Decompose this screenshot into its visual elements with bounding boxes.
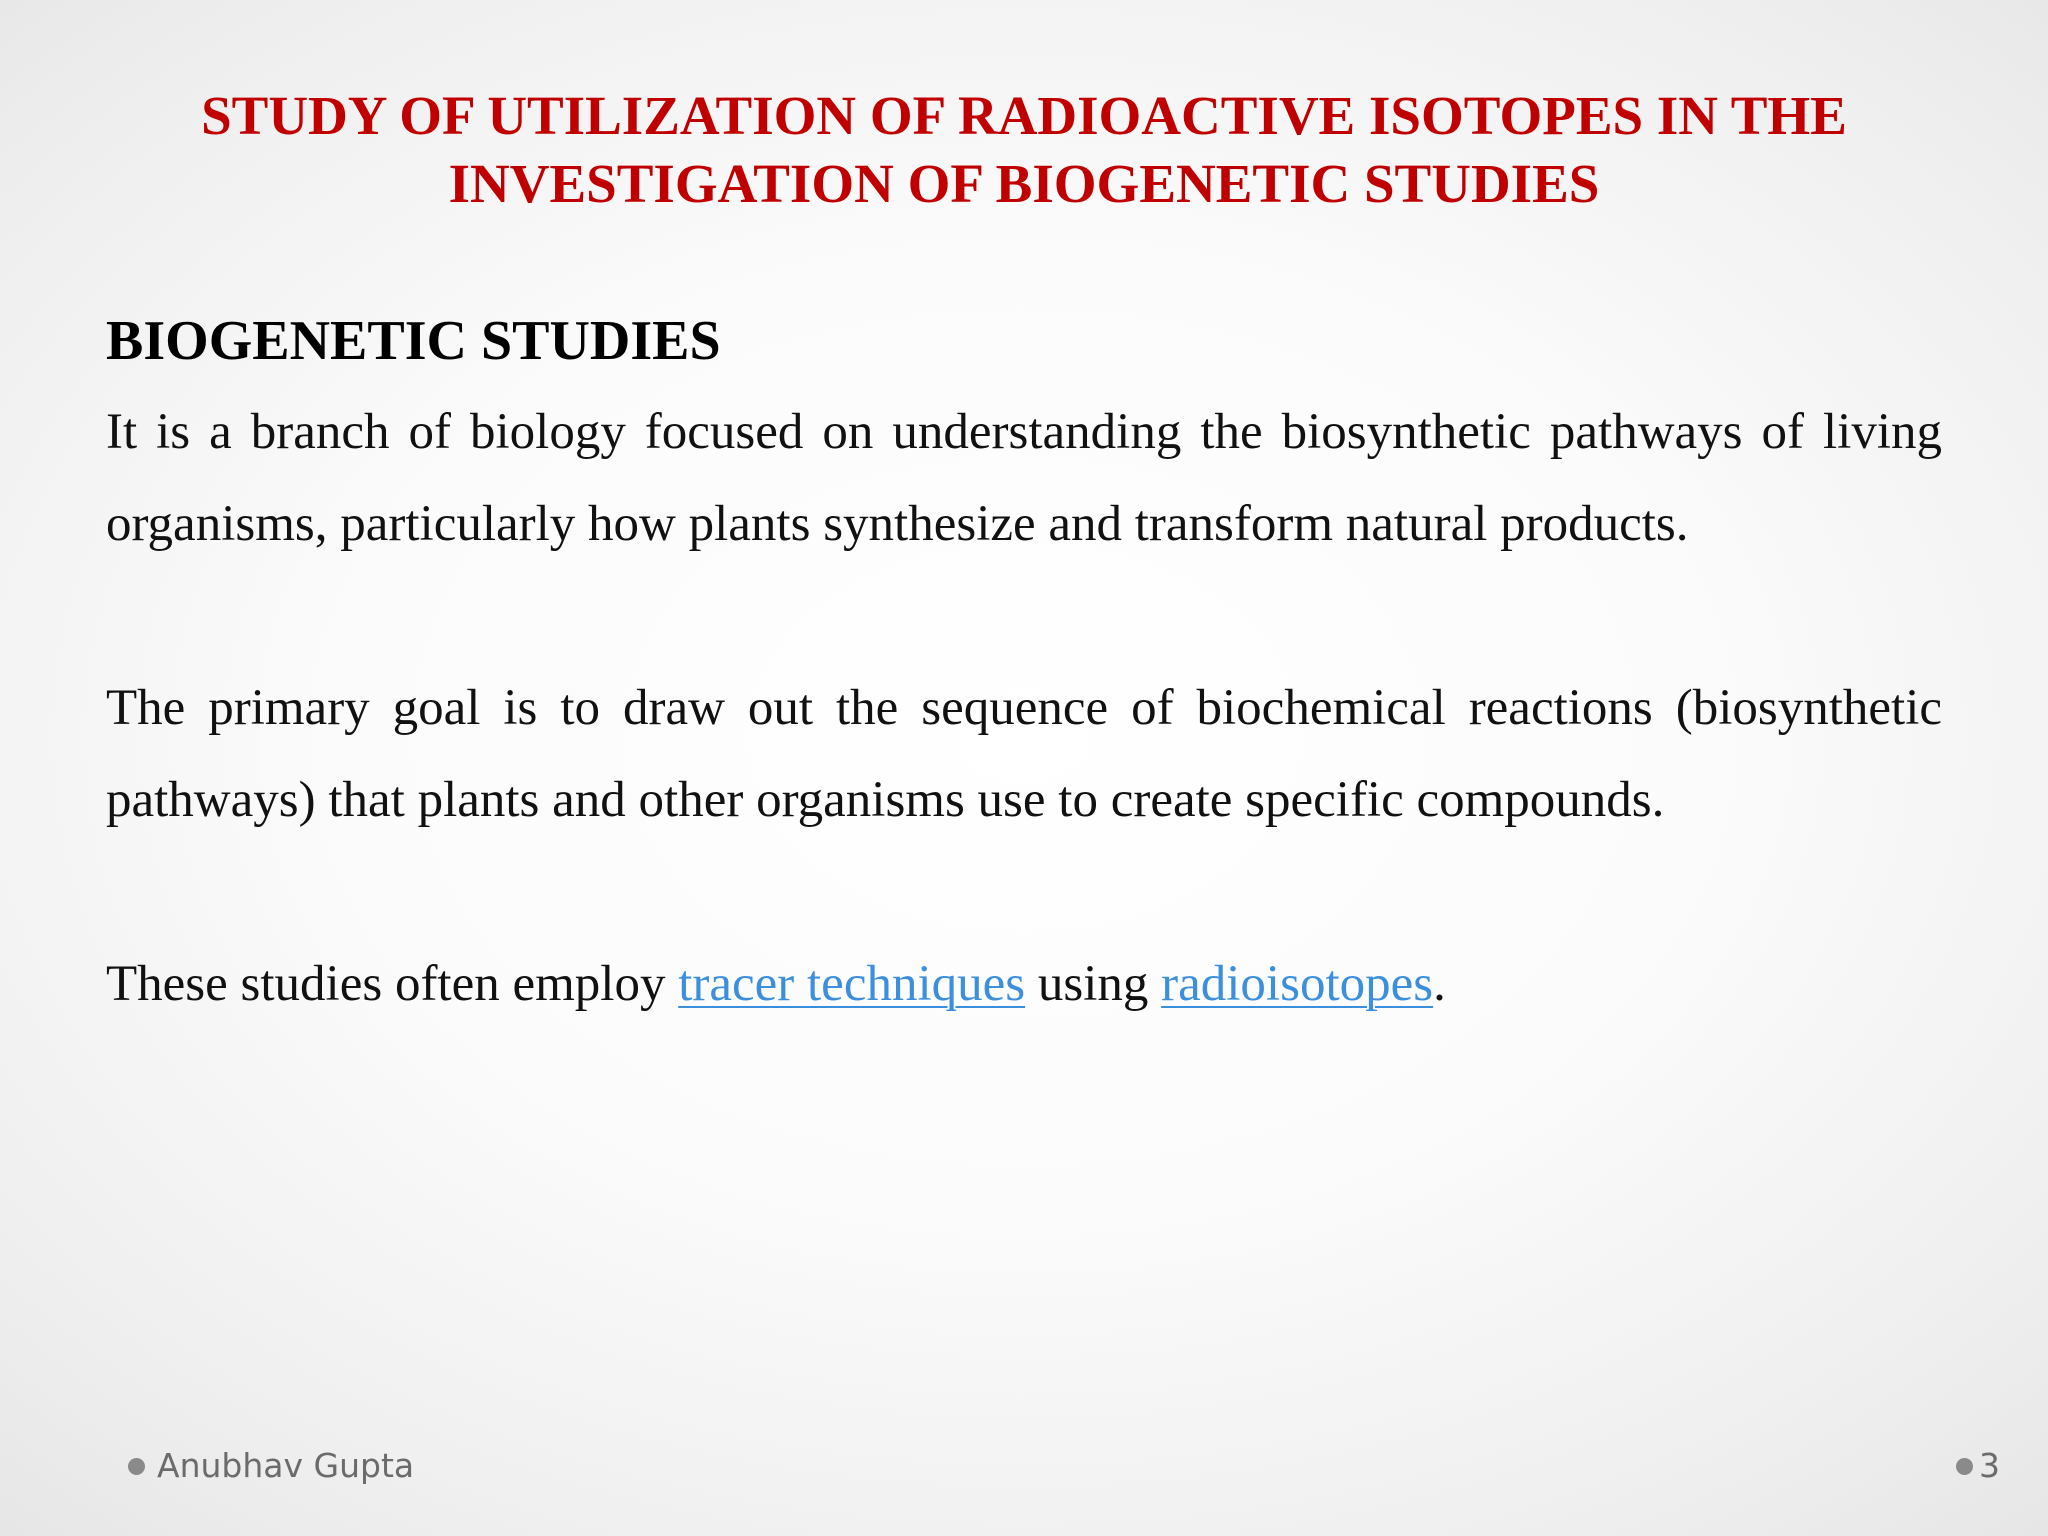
bullet-dot-icon xyxy=(128,1458,145,1475)
section-heading: BIOGENETIC STUDIES xyxy=(106,310,721,372)
tracer-techniques-link[interactable]: tracer techniques xyxy=(678,956,1026,1012)
spacer xyxy=(106,570,1942,662)
page-number: 3 xyxy=(1979,1446,2000,1485)
slide-content xyxy=(106,306,1942,1030)
paragraph-goal: The primary goal is to draw out the sequence of biochemical reactions (biosynthetic pathways) that plants and other organisms use to create specific compounds. xyxy=(106,680,1942,828)
footer-page-number xyxy=(1956,1444,2000,1488)
paragraph-tracer-prefix: These studies often employ xyxy=(106,956,679,1012)
paragraph-tracer xyxy=(106,938,1942,1030)
paragraph-definition: It is a branch of biology focused on understanding the biosynthetic pathways of living organisms, particularly how plants synthesize and transform natural products. xyxy=(106,404,1942,552)
paragraph-tracer-middle: using xyxy=(1025,956,1162,1012)
slide-title: STUDY OF UTILIZATION OF RADIOACTIVE ISOTOPES IN THE INVESTIGATION OF BIOGENETIC STUDIES xyxy=(201,85,1847,214)
radioisotopes-link[interactable]: radioisotopes xyxy=(1161,956,1434,1012)
footer-author xyxy=(128,1444,414,1488)
spacer xyxy=(106,846,1942,938)
bullet-dot-icon xyxy=(1956,1458,1973,1475)
author-name: Anubhav Gupta xyxy=(157,1446,415,1485)
paragraph-tracer-suffix: . xyxy=(1433,956,1446,1012)
